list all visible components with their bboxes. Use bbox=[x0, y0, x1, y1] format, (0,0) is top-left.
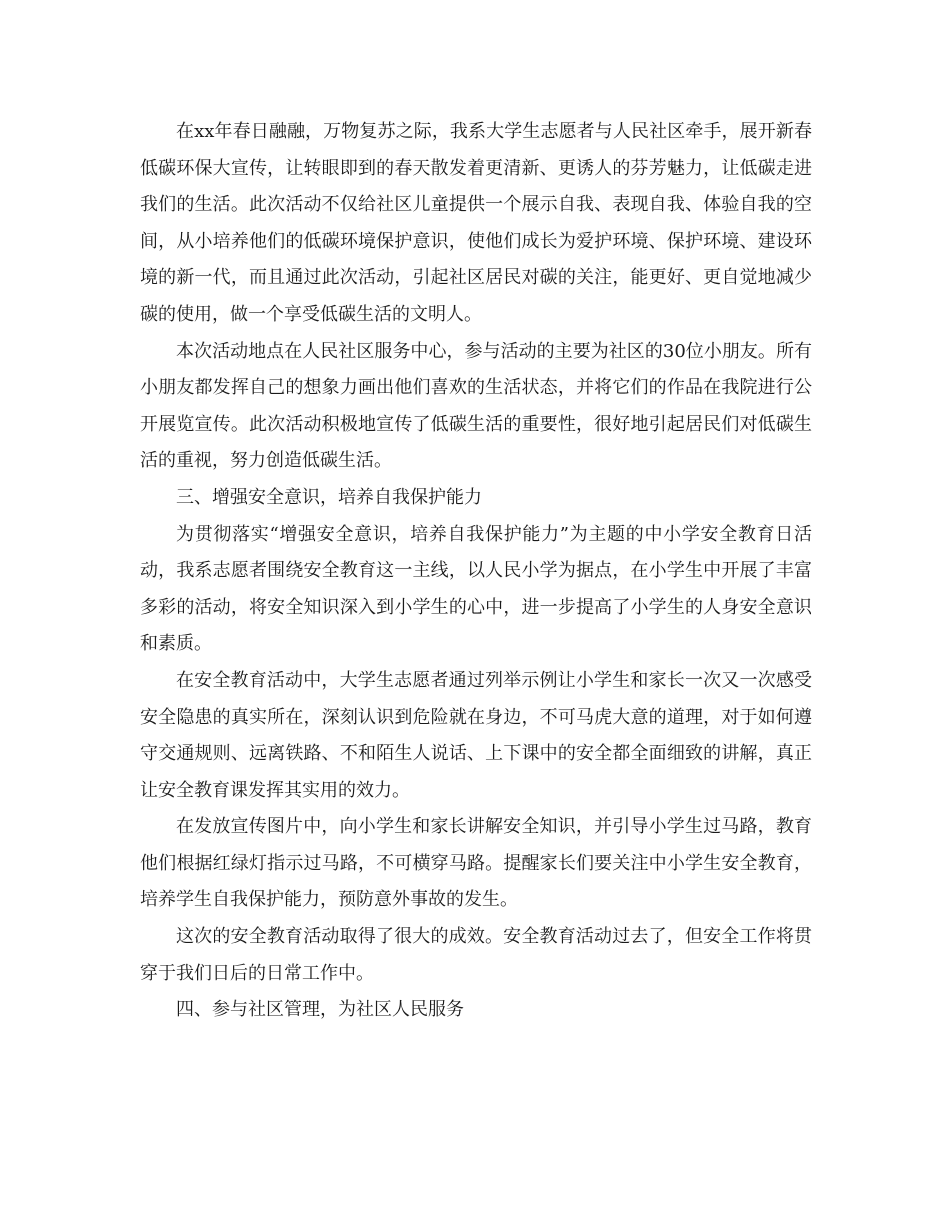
paragraph-safety-lessons: 在安全教育活动中，大学生志愿者通过列举示例让小学生和家长一次又一次感受安全隐患的真实所在，深刻认识到危险就在身边，不可马虎大意的道理，对于如何遵守交通规则、远离铁路、不和陌生人说话、上下课中的安全都全面细致的讲解，真正让安全教育课发挥其实用的效力。 bbox=[140, 669, 812, 801]
section-heading-safety: 三、增强安全意识，培养自我保护能力 bbox=[176, 486, 482, 508]
document-body bbox=[140, 114, 812, 1029]
paragraph-safety-day: 为贯彻落实“增强安全意识，培养自我保护能力”为主题的中小学安全教育日活动，我系志愿者围绕安全教育这一主线，以人民小学为据点，在小学生中开展了丰富多彩的活动，将安全知识深入到小学生的心中，进一步提高了小学生的人身安全意识和素质。 bbox=[140, 523, 812, 655]
paragraph-safety-results: 这次的安全教育活动取得了很大的成效。安全教育活动过去了，但安全工作将贯穿于我们日后的日常工作中。 bbox=[140, 926, 812, 984]
paragraph-community-drawing: 本次活动地点在人民社区服务中心，参与活动的主要为社区的30位小朋友。所有小朋友都发挥自己的想象力画出他们喜欢的生活状态，并将它们的作品在我院进行公开展览宣传。此次活动积极地宣传了低碳生活的重要性，很好地引起居民们对低碳生活的重视，努力创造低碳生活。 bbox=[140, 340, 812, 472]
section-heading-community-service: 四、参与社区管理，为社区人民服务 bbox=[176, 999, 464, 1021]
paragraph-traffic-guidance: 在发放宣传图片中，向小学生和家长讲解安全知识，并引导小学生过马路，教育他们根据红绿灯指示过马路，不可横穿马路。提醒家长们要关注中小学生安全教育，培养学生自我保护能力，预防意外事故的发生。 bbox=[140, 816, 812, 911]
paragraph-low-carbon-campaign: 在xx年春日融融，万物复苏之际，我系大学生志愿者与人民社区牵手，展开新春低碳环保大宣传，让转眼即到的春天散发着更清新、更诱人的芬芳魅力，让低碳走进我们的生活。此次活动不仅给社区儿童提供一个展示自我、表现自我、体验自我的空间，从小培养他们的低碳环境保护意识，使他们成长为爱护环境、保护环境、建设环境的新一代，而且通过此次活动，引起社区居民对碳的关注，能更好、更自觉地减少碳的使用，做一个享受低碳生活的文明人。 bbox=[140, 121, 812, 325]
